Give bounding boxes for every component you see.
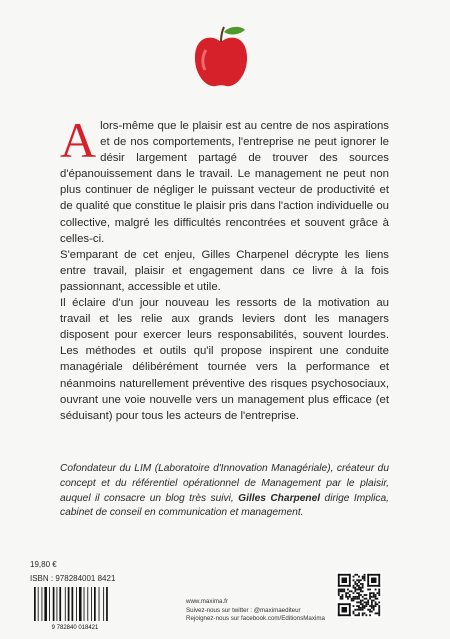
barcode <box>30 585 120 631</box>
publisher-footer <box>186 598 325 624</box>
author-bio <box>60 462 389 521</box>
isbn: ISBN : 978284001 8421 <box>30 574 116 583</box>
bio-text-2: dirige Implica, cabinet de conseil en communication et management. <box>60 492 389 519</box>
intro-paragraph-1-text: lors-même que le plaisir est au centre de nos aspirations et de nos comportements, l'entreprise ne peut ignorer le désir largement partagé de trouver des sources d'épanouissement dans le travail. Le management ne peut non plus continuer de négliger le puissant vecteur de productivité et de qualité que constitue le plaisir pris dans l'action individuelle ou collective, malgré les difficultés rencontrées et souvent grâce à celles-ci. <box>60 120 389 245</box>
intro-paragraph-3: Il éclaire d'un jour nouveau les ressorts de la motivation au travail et les relie aux grands leviers dont les managers disposent pour exercer leurs responsabilités, souvent lourdes. Les méthodes et outils qu'il propose inspirent une conduite managériale délibérément tournée vers la performance et néanmoins naturellement préventive des risques psychosociaux, ouvrant une voie nouvelle vers un management plus efficace (et séduisant) pour tous les acteurs de l'entreprise. <box>60 297 389 422</box>
website-link[interactable]: www.maxima.fr <box>186 598 228 605</box>
intro-paragraph-2: S'emparant de cet enjeu, Gilles Charpenel décrypte les liens entre travail, plaisir et engagement dans ce livre à la fois passionnant, accessible et utile. <box>60 248 389 293</box>
back-cover-text <box>60 112 389 424</box>
barcode-digits: 9 782840 018421 <box>51 625 99 631</box>
qr-code <box>336 572 382 618</box>
bio-text-1: Cofondateur du LIM (Laboratoire d'Innovation Managériale), créateur du concept et du référentiel opérationnel de Management par le plaisir, auquel il consacre un blog très suivi, <box>60 463 389 504</box>
twitter-link[interactable]: Suivez-nous sur twitter : @maximaediteur <box>186 606 301 614</box>
dropcap-letter: A <box>60 112 97 168</box>
author-name: Gilles Charpenel <box>238 492 321 504</box>
facebook-link[interactable]: Rejoignez-nous sur facebook.com/EditionsMaxima <box>186 615 325 623</box>
price: 19,80 € <box>30 560 57 569</box>
apple-icon <box>192 24 250 90</box>
intro-paragraph-1 <box>60 112 389 247</box>
